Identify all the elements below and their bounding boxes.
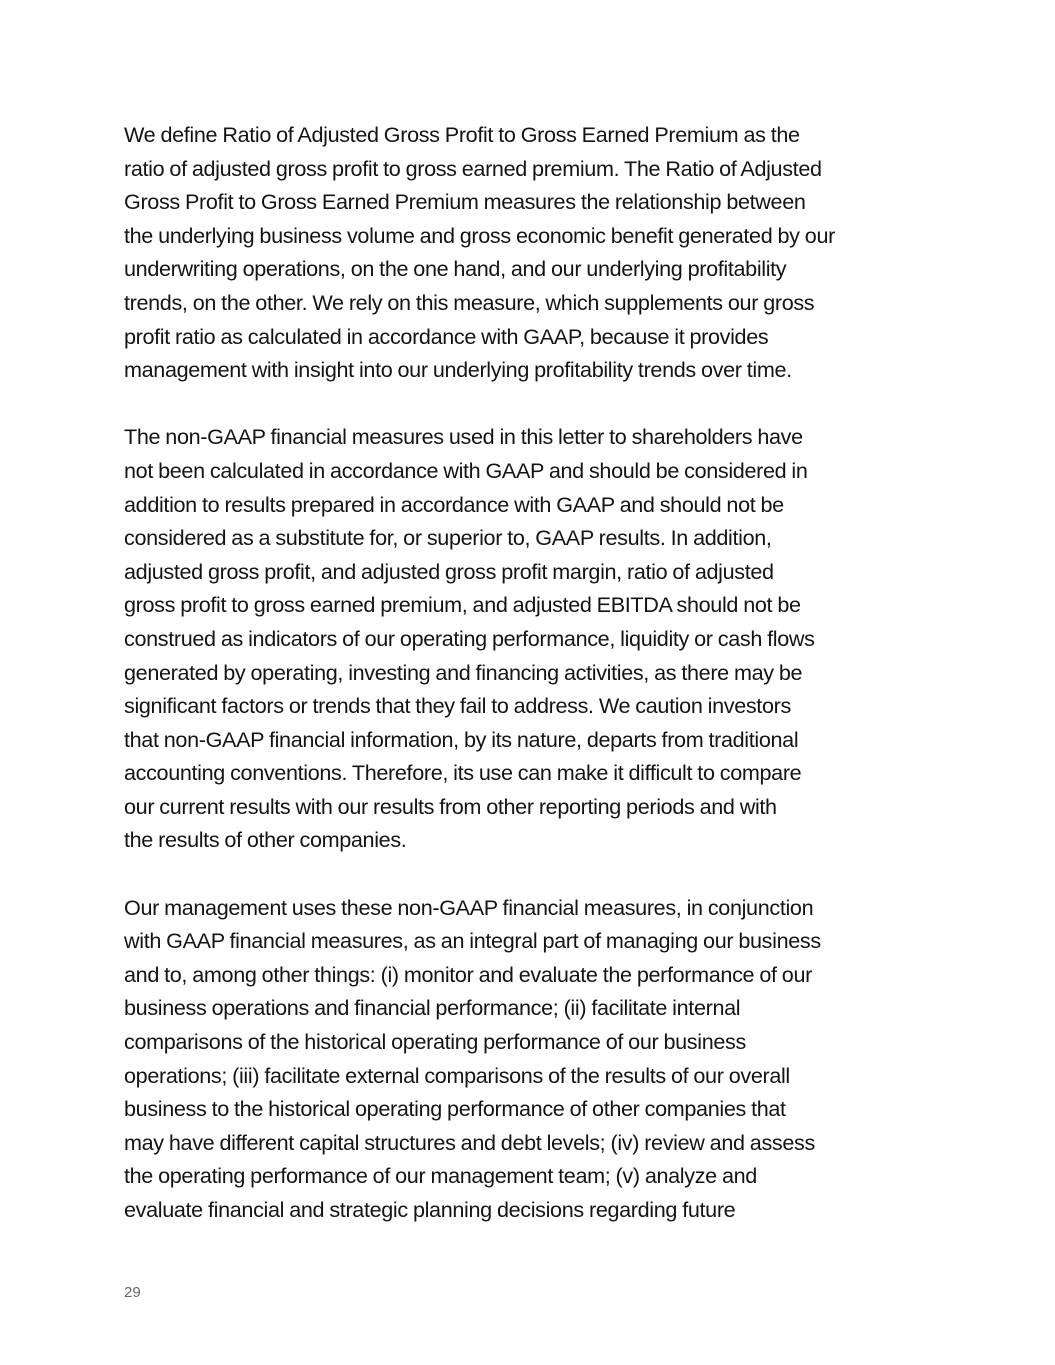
text-line: profit ratio as calculated in accordance with GAAP, because it provides (124, 323, 769, 349)
text-line: Our management uses these non-GAAP financial measures, in conjunction (124, 894, 814, 920)
text-line: The non-GAAP financial measures used in this letter to shareholders have (124, 424, 803, 450)
text-line: the operating performance of our management team; (v) analyze and (124, 1163, 757, 1189)
text-line: addition to results prepared in accordance with GAAP and should not be (124, 491, 784, 517)
text-line: significant factors or trends that they fail to address. We caution investors (124, 693, 791, 719)
text-line: not been calculated in accordance with GAAP and should be considered in (124, 457, 808, 483)
paragraph-management-uses (124, 891, 944, 1227)
text-line: trends, on the other. We rely on this measure, which supplements our gross (124, 289, 815, 315)
text-line: business operations and financial performance; (ii) facilitate internal (124, 995, 741, 1021)
text-line: underwriting operations, on the one hand, and our underlying profitability (124, 256, 787, 282)
text-line: comparisons of the historical operating performance of our business (124, 1029, 746, 1055)
page-number: 29 (124, 1284, 141, 1301)
text-line: operations; (iii) facilitate external comparisons of the results of our overall (124, 1062, 790, 1088)
text-line: We define Ratio of Adjusted Gross Profit to Gross Earned Premium as the (124, 122, 800, 147)
text-line: business to the historical operating performance of other companies that (124, 1096, 786, 1122)
text-line: our current results with our results from other reporting periods and with (124, 793, 777, 819)
paragraph-non-gaap-caution (124, 420, 944, 857)
text-line: evaluate financial and strategic planning decisions regarding future (124, 1197, 736, 1222)
text-line: gross profit to gross earned premium, and adjusted EBITDA should not be (124, 592, 801, 618)
text-line: management with insight into our underlying profitability trends over time. (124, 357, 792, 383)
text-line: the underlying business volume and gross economic benefit generated by our (124, 222, 835, 248)
body-text (124, 118, 944, 1260)
text-line: may have different capital structures and debt levels; (iv) review and assess (124, 1129, 815, 1155)
text-line: and to, among other things: (i) monitor and evaluate the performance of our (124, 961, 812, 987)
text-line: generated by operating, investing and financing activities, as there may be (124, 659, 803, 685)
paragraph-ratio-definition (124, 118, 944, 387)
text-line: ratio of adjusted gross profit to gross earned premium. The Ratio of Adjusted (124, 155, 822, 181)
text-line: considered as a substitute for, or superior to, GAAP results. In addition, (124, 525, 772, 551)
text-line: accounting conventions. Therefore, its use can make it difficult to compare (124, 760, 802, 786)
text-line: that non-GAAP financial information, by its nature, departs from traditional (124, 726, 799, 752)
text-line: construed as indicators of our operating performance, liquidity or cash flows (124, 625, 815, 651)
text-line: adjusted gross profit, and adjusted gross profit margin, ratio of adjusted (124, 558, 774, 584)
text-line: with GAAP financial measures, as an integral part of managing our business (124, 928, 821, 954)
text-line: the results of other companies. (124, 827, 407, 853)
text-line: Gross Profit to Gross Earned Premium measures the relationship between (124, 189, 806, 215)
